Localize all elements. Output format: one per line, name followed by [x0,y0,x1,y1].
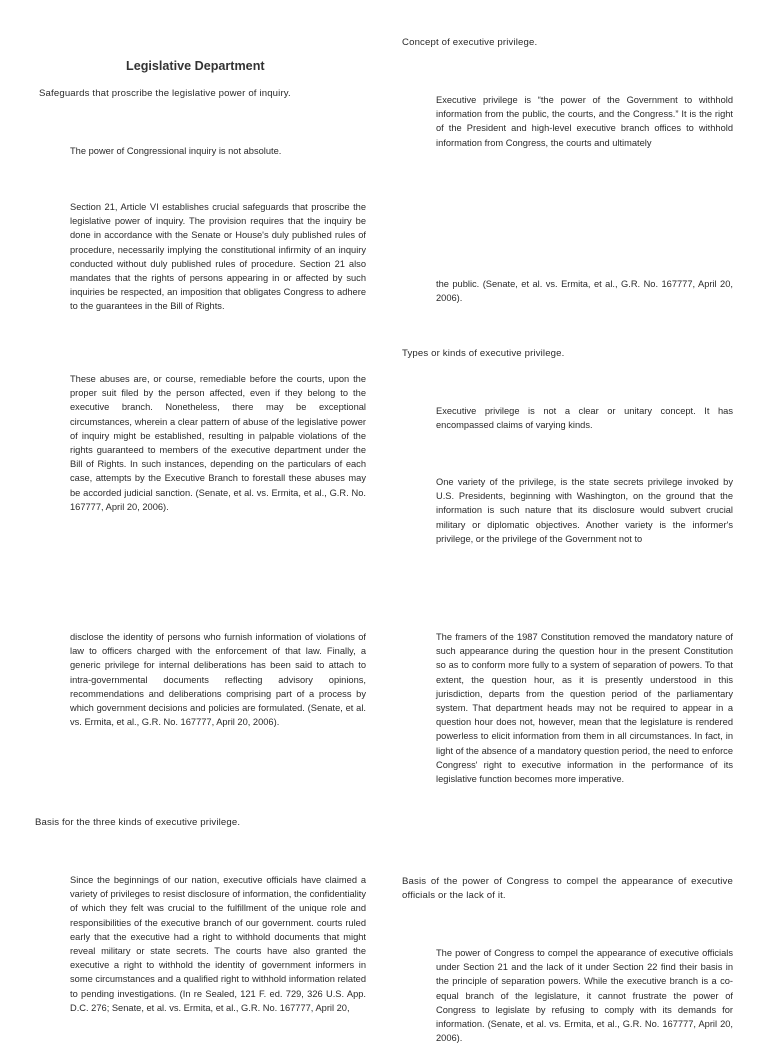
paragraph-inquiry-not-absolute: The power of Congressional inquiry is not absolute. [70,146,282,156]
section-heading-types: Types or kinds of executive privilege. [402,348,565,359]
paragraph-abuses-remediable: These abuses are, or course, remediable before the courts, upon the proper suit filed by the person affected, even if they belong to the executive branch. Nonetheless, there may be exceptional circumstances, wherein a clear pattern of abuse of the legislative power of inquiry might be established, resulting in palpable violations of the rights guaranteed to members of the executive department under the Bill of Rights. In such instances, depending on the particulars of each case, attempts by the Executive Branch to forestall these abuses may be accorded judicial sanction. (Senate, et al. vs. Ermita, et al., G.R. No. 167777, April 20, 2006). [70,374,366,512]
section-heading-concept: Concept of executive privilege. [402,37,538,48]
paragraph-section-21: Section 21, Article VI establishes crucial safeguards that proscribe the legislative power of inquiry. The provision requires that the inquiry be done in accordance with the Senate or House's duly published rules of procedure, necessarily implying the constitutional infirmity of an inquiry conducted without duly published rules of procedure. Section 21 also mandates that the rights of persons appearing in or affected by such inquiries be respected, an imposition that obligates Congress to adhere to the guarantees in the Bill of Rights. [70,202,366,312]
paragraph-beginnings-of-nation: Since the beginnings of our nation, executive officials have claimed a variety of privileges to resist disclosure of information, the confidentiality of which they felt was crucial to the fulfillment of the unique role and responsibilities of the executive branch of our government. courts ruled early that the executive had a right to withhold documents that might reveal military or state secrets. The courts have also granted the executive a right to withhold the identity of government informers in some circumstances and a qualified right to withhold information related to pending investigations. (In re Sealed, 121 F. ed. 729, 326 U.S. App. D.C. 276; Senate, et al. vs. Ermita, et al., G.R. No. 167777, April 20, [70,875,366,1013]
page-title: Legislative Department [126,59,265,73]
paragraph-power-to-compel: The power of Congress to compel the appearance of executive officials under Section 21 and the lack of it under Section 22 find their basis in the principle of separation powers. While the executive branch is a co-equal branch of the legislature, it cannot frustrate the power of Congress to legislate by refusing to comply with its demands for information. (Senate, et al. vs. Ermita, et al., G.R. No. 167777, April 20, 2006). [436,948,733,1044]
paragraph-informer-privilege-continued: disclose the identity of persons who furnish information of violations of law to officers charged with the enforcement of that law. Finally, a generic privilege for internal deliberations has been said to attach to intra-governmental documents reflecting advisory opinions, recommendations and deliberations comprising part of a process by which government decisions and policies are formulated. (Senate, et al. vs. Ermita, et al., G.R. No. 167777, April 20, 2006). [70,632,366,728]
section-heading-basis-power-congress: Basis of the power of Congress to compel the appearance of executive officials or the lack of it. [402,876,733,901]
paragraph-not-unitary-concept: Executive privilege is not a clear or unitary concept. It has encompassed claims of varying kinds. [436,406,733,431]
paragraph-executive-privilege-definition: Executive privilege is “the power of the Government to withhold information from the public, the courts, and the Congress.” It is the right of the President and high-level executive branch offices to withhold information from Congress, the courts and ultimately [436,95,733,148]
paragraph-framers-1987: The framers of the 1987 Constitution removed the mandatory nature of such appearance during the question hour in the present Constitution so as to conform more fully to a system of separation of powers. To that extent, the question hour, as it is presently understood in this jurisdiction, departs from the question period of the parliamentary system. That department heads may not be required to appear in a question hour does not, however, mean that the legislature is rendered powerless to elicit information from them in all circumstances. In fact, in light of the absence of a mandatory question period, the need to enforce Congress' right to executive information in the performance of its legislative function becomes more imperative. [436,632,733,785]
paragraph-public-citation: the public. (Senate, et al. vs. Ermita, et al., G.R. No. 167777, April 20, 2006). [436,279,733,304]
section-heading-basis-three-kinds: Basis for the three kinds of executive privilege. [35,817,241,828]
section-heading-safeguards: Safeguards that proscribe the legislative power of inquiry. [39,88,291,99]
paragraph-state-secrets: One variety of the privilege, is the state secrets privilege invoked by U.S. Presidents, beginning with Washington, on the ground that the information is such nature that its disclosure would subvert crucial military or diplomatic objectives. Another variety is the informer's privilege, or the privilege of the Government not to [436,477,733,544]
